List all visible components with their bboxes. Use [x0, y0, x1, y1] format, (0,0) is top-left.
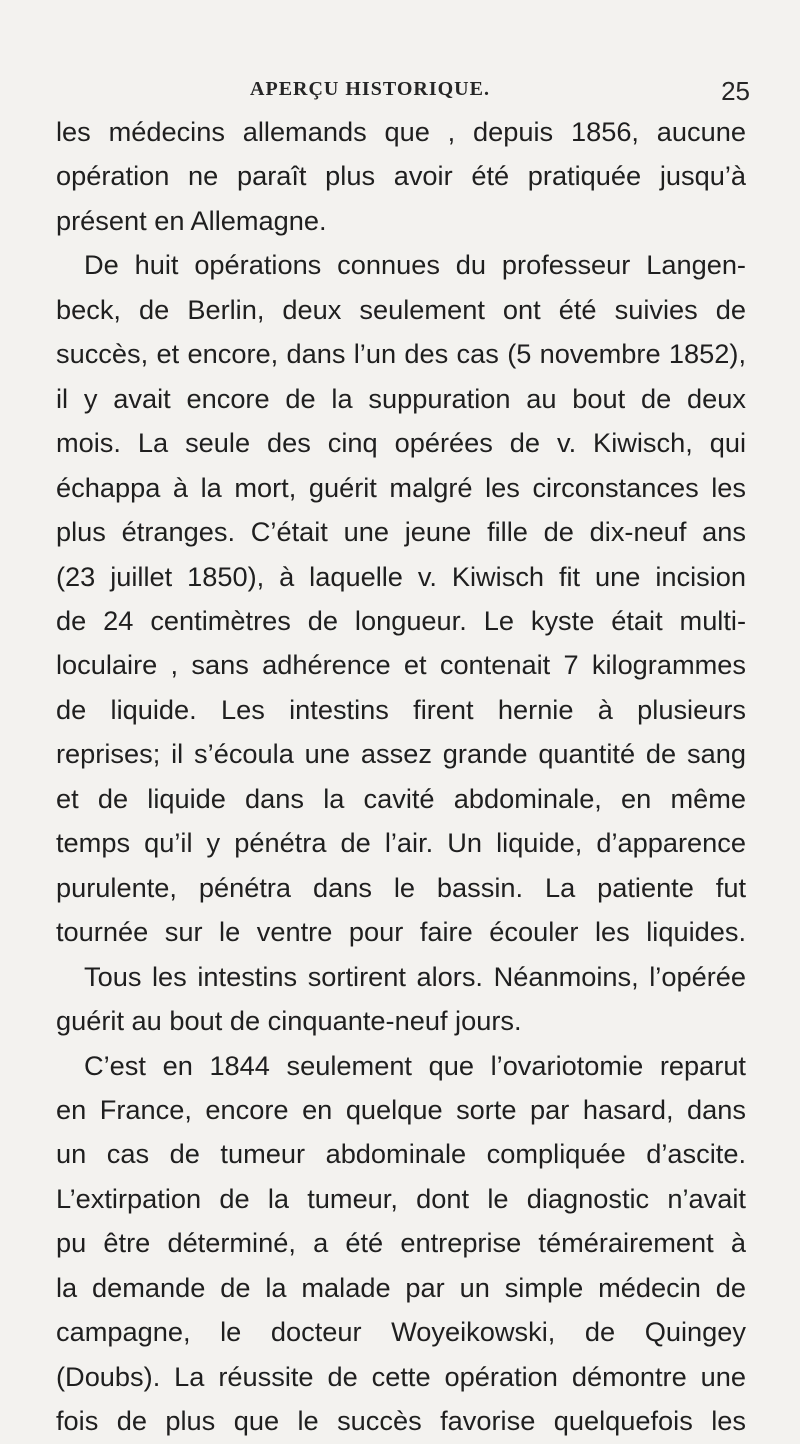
text-line: fois de plus que le succès favorise quelquefois les	[56, 1405, 746, 1437]
text-line: reprises; il s’écoula une assez grande quantité de sang	[56, 738, 746, 770]
text-line: L’extirpation de la tumeur, dont le diagnostic n’avait	[56, 1182, 746, 1214]
body-text	[56, 110, 746, 1444]
text-line: purulente, pénétra dans le bassin. La patiente fut	[56, 871, 746, 903]
text-line: (23 juillet 1850), à laquelle v. Kiwisch fit une incision	[56, 560, 746, 592]
text-line: la demande de la malade par un simple médecin de	[56, 1271, 746, 1303]
text-line: il y avait encore de la suppuration au bout de deux	[56, 382, 746, 414]
text-line: en France, encore en quelque sorte par hasard, dans	[56, 1093, 746, 1125]
text-line: succès, et encore, dans l’un des cas (5 novembre 1852),	[56, 338, 746, 370]
running-head: APERÇU HISTORIQUE.	[250, 78, 490, 100]
text-line: de 24 centimètres de longueur. Le kyste était multi-	[56, 604, 746, 636]
text-line: les médecins allemands que , depuis 1856, aucune	[56, 116, 746, 147]
text-line: loculaire , sans adhérence et contenait 7 kilogrammes	[56, 649, 746, 681]
text-line: pu être déterminé, a été entreprise témérairement à	[56, 1227, 746, 1259]
text-line: et de liquide dans la cavité abdominale, en même	[56, 782, 746, 814]
text-line: présent en Allemagne.	[56, 204, 327, 236]
text-line: un cas de tumeur abdominale compliquée d’ascite.	[56, 1138, 746, 1170]
text-line: campagne, le docteur Woyeikowski, de Quingey	[56, 1316, 746, 1348]
text-line: De huit opérations connues du professeur Langen-	[84, 249, 746, 281]
text-line: de liquide. Les intestins firent hernie à plusieurs	[56, 693, 746, 725]
text-line: Tous les intestins sortirent alors. Néanmoins, l’opérée	[84, 960, 746, 992]
text-line: opération ne paraît plus avoir été pratiquée jusqu’à	[56, 160, 746, 192]
text-line: plus étranges. C’était une jeune fille de dix-neuf ans	[56, 516, 746, 548]
text-line: échappa à la mort, guérit malgré les circonstances les	[56, 471, 746, 503]
text-line: mois. La seule des cinq opérées de v. Kiwisch, qui	[56, 427, 746, 459]
text-line: temps qu’il y pénétra de l’air. Un liquide, d’apparence	[56, 827, 746, 859]
page-number: 25	[721, 76, 750, 106]
text-line: (Doubs). La réussite de cette opération démontre une	[56, 1360, 746, 1392]
text-line: guérit au bout de cinquante-neuf jours.	[56, 1005, 522, 1037]
text-line: tournée sur le ventre pour faire écouler les liquides.	[56, 916, 746, 948]
text-line: C’est en 1844 seulement que l’ovariotomie reparut	[84, 1049, 746, 1081]
text-line: beck, de Berlin, deux seulement ont été suivies de	[56, 293, 746, 325]
